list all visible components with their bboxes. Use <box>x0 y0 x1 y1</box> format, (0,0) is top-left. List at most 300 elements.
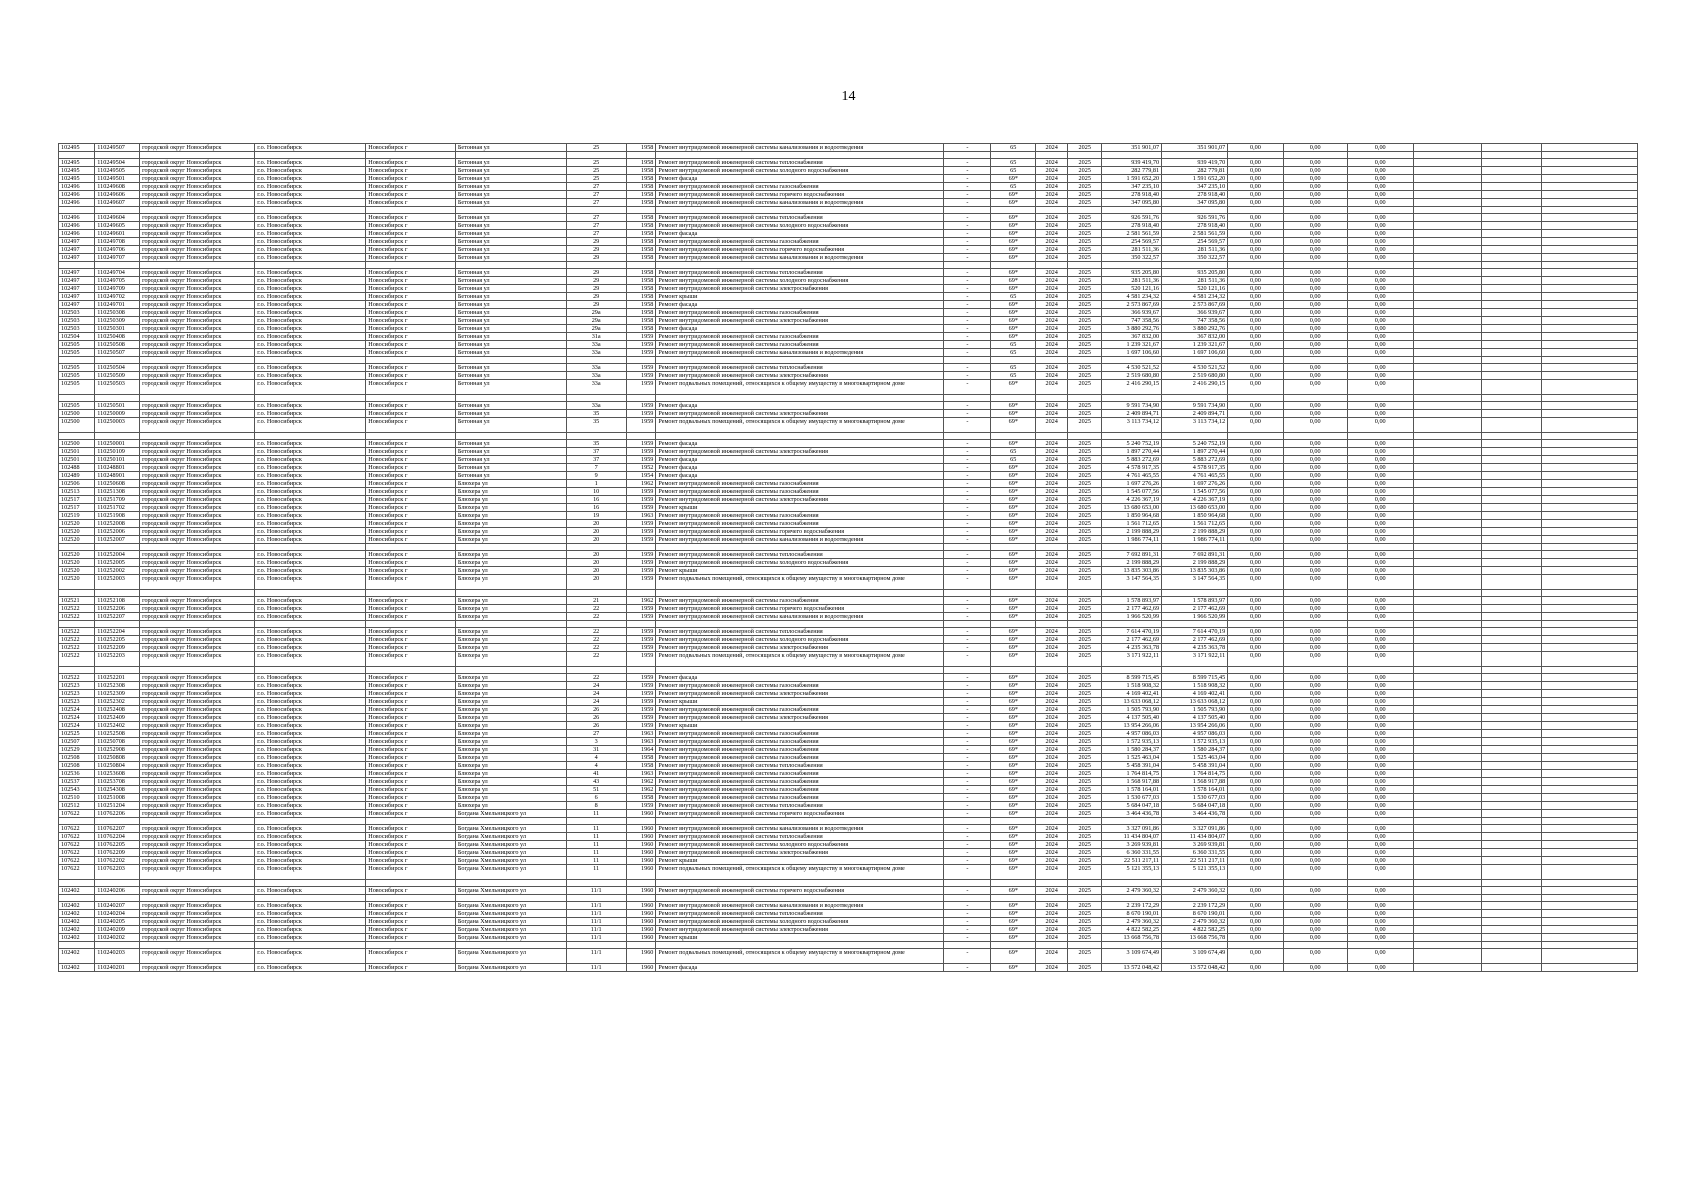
table-cell-municipality: городской округ Новосибирск <box>140 857 255 865</box>
table-cell-cost_fund: 7 692 891,31 <box>1162 551 1228 559</box>
spacer-cell <box>366 590 456 597</box>
table-cell-e2 <box>1482 770 1542 778</box>
table-cell-e3 <box>1541 496 1637 504</box>
table-cell-year: 1958 <box>626 238 656 246</box>
table-cell-c3: 0,00 <box>1347 536 1413 544</box>
table-cell-plan_end: 2025 <box>1068 652 1102 667</box>
table-cell-c2: 0,00 <box>1283 440 1347 448</box>
table-cell-street: Блюхера ул <box>455 652 566 667</box>
table-cell-c2: 0,00 <box>1283 613 1347 621</box>
table-cell-plan_start: 2024 <box>1036 159 1068 167</box>
table-cell-cost_fund: 2 479 360,32 <box>1162 887 1228 895</box>
table-cell-work: Ремонт подвальных помещений, относящихся к общему имуществу в многоквартирном доме <box>656 652 944 667</box>
table-cell-e3 <box>1541 841 1637 849</box>
table-cell-house: 8 <box>566 802 626 810</box>
table-row <box>59 857 1638 865</box>
table-cell-cost_fund: 7 614 470,19 <box>1162 628 1228 636</box>
table-cell-e1 <box>1413 597 1481 605</box>
spacer-cell <box>1036 433 1068 440</box>
table-cell-c2: 0,00 <box>1283 488 1347 496</box>
table-cell-e1 <box>1413 722 1481 730</box>
table-cell-e3 <box>1541 199 1637 207</box>
table-row <box>59 488 1638 496</box>
table-cell-year: 1960 <box>626 825 656 833</box>
table-cell-c1: 0,00 <box>1228 674 1283 682</box>
table-cell-year: 1964 <box>626 746 656 754</box>
table-cell-settlement: г.о. Новосибирск <box>255 277 366 285</box>
table-cell-plan_start: 2024 <box>1036 520 1068 528</box>
table-cell-cost_total: 3 113 734,12 <box>1102 418 1162 433</box>
table-cell-work: Ремонт внутридомовой инженерной системы теплоснабжения <box>656 628 944 636</box>
table-cell-municipality: городской округ Новосибирск <box>140 636 255 644</box>
table-cell-e2 <box>1482 887 1542 895</box>
table-cell-street: Бетонная ул <box>455 472 566 480</box>
table-cell-cost_fund: 282 779,81 <box>1162 167 1228 175</box>
table-cell-e1 <box>1413 575 1481 590</box>
table-cell-c3: 0,00 <box>1347 825 1413 833</box>
table-cell-house: 24 <box>566 690 626 698</box>
table-cell-settlement: г.о. Новосибирск <box>255 636 366 644</box>
spacer-cell <box>1482 152 1542 159</box>
table-cell-settlement: г.о. Новосибирск <box>255 770 366 778</box>
table-cell-cost_total: 1 578 164,01 <box>1102 786 1162 794</box>
table-cell-cost_total: 22 511 217,11 <box>1102 857 1162 865</box>
table-cell-work: Ремонт внутридомовой инженерной системы электроснабжения <box>656 317 944 325</box>
table-cell-e1 <box>1413 682 1481 690</box>
table-cell-id1: 102488 <box>59 464 95 472</box>
table-cell-cost_fund: 13 572 048,42 <box>1162 964 1228 972</box>
table-cell-settlement: г.о. Новосибирск <box>255 613 366 621</box>
table-cell-col9: - <box>944 698 991 706</box>
table-cell-cost_total: 350 322,57 <box>1102 254 1162 262</box>
spacer-cell <box>566 667 626 674</box>
spacer-cell <box>566 152 626 159</box>
table-cell-city: Новосибирск г <box>366 480 456 488</box>
table-cell-c3: 0,00 <box>1347 613 1413 621</box>
table-cell-col9: - <box>944 794 991 802</box>
table-cell-e1 <box>1413 349 1481 357</box>
table-cell-municipality: городской округ Новосибирск <box>140 325 255 333</box>
table-cell-street: Богдана Хмельницкого ул <box>455 918 566 926</box>
table-cell-cost_fund: 13 668 756,78 <box>1162 934 1228 942</box>
table-cell-year: 1959 <box>626 722 656 730</box>
table-spacer-row <box>59 818 1638 825</box>
table-cell-city: Новосибирск г <box>366 865 456 880</box>
table-cell-year: 1962 <box>626 597 656 605</box>
table-cell-city: Новосибирск г <box>366 575 456 590</box>
table-row <box>59 926 1638 934</box>
table-cell-cost_fund: 367 832,00 <box>1162 333 1228 341</box>
table-cell-year: 1960 <box>626 902 656 910</box>
table-cell-e2 <box>1482 575 1542 590</box>
table-cell-work: Ремонт внутридомовой инженерной системы электроснабжения <box>656 448 944 456</box>
table-row <box>59 464 1638 472</box>
table-cell-col9: - <box>944 841 991 849</box>
table-cell-col10: 69* <box>991 402 1036 410</box>
table-cell-id2: 110249604 <box>95 214 140 222</box>
spacer-cell <box>1036 895 1068 902</box>
table-cell-cost_fund: 3 113 734,12 <box>1162 418 1228 433</box>
table-cell-year: 1963 <box>626 730 656 738</box>
table-cell-col9: - <box>944 849 991 857</box>
table-cell-year: 1958 <box>626 269 656 277</box>
table-cell-plan_end: 2025 <box>1068 567 1102 575</box>
table-cell-municipality: городской округ Новосибирск <box>140 246 255 254</box>
table-cell-c3: 0,00 <box>1347 682 1413 690</box>
table-cell-e2 <box>1482 841 1542 849</box>
table-cell-e1 <box>1413 301 1481 309</box>
table-cell-id2: 110250309 <box>95 317 140 325</box>
table-cell-c3: 0,00 <box>1347 448 1413 456</box>
table-row <box>59 472 1638 480</box>
table-cell-col10: 69* <box>991 214 1036 222</box>
table-cell-municipality: городской округ Новосибирск <box>140 682 255 690</box>
spacer-cell <box>1541 895 1637 902</box>
table-cell-year: 1959 <box>626 372 656 380</box>
table-row <box>59 230 1638 238</box>
table-cell-municipality: городской округ Новосибирск <box>140 628 255 636</box>
table-cell-id1: 102520 <box>59 536 95 544</box>
table-row <box>59 317 1638 325</box>
spacer-cell <box>455 895 566 902</box>
table-cell-col10: 69* <box>991 480 1036 488</box>
table-cell-work: Ремонт внутридомовой инженерной системы газоснабжения <box>656 238 944 246</box>
table-cell-work: Ремонт внутридомовой инженерной системы горячего водоснабжения <box>656 246 944 254</box>
table-cell-street: Бетонная ул <box>455 175 566 183</box>
table-cell-year: 1960 <box>626 949 656 964</box>
table-cell-c1: 0,00 <box>1228 512 1283 520</box>
table-cell-plan_start: 2024 <box>1036 301 1068 309</box>
table-cell-cost_total: 2 581 561,59 <box>1102 230 1162 238</box>
table-cell-col10: 69* <box>991 934 1036 942</box>
table-cell-c3: 0,00 <box>1347 159 1413 167</box>
table-cell-work: Ремонт внутридомовой инженерной системы теплоснабжения <box>656 159 944 167</box>
table-cell-plan_end: 2025 <box>1068 730 1102 738</box>
table-cell-e1 <box>1413 380 1481 395</box>
table-row <box>59 175 1638 183</box>
table-cell-c3: 0,00 <box>1347 964 1413 972</box>
table-cell-house: 22 <box>566 644 626 652</box>
table-cell-c2: 0,00 <box>1283 964 1347 972</box>
table-cell-e2 <box>1482 175 1542 183</box>
table-cell-settlement: г.о. Новосибирск <box>255 746 366 754</box>
spacer-cell <box>656 544 944 551</box>
table-cell-id2: 110252908 <box>95 746 140 754</box>
table-cell-cost_fund: 3 269 939,81 <box>1162 841 1228 849</box>
table-cell-id1: 102508 <box>59 762 95 770</box>
table-cell-col9: - <box>944 402 991 410</box>
table-spacer-row <box>59 357 1638 364</box>
table-cell-col10: 69* <box>991 496 1036 504</box>
table-row <box>59 964 1638 972</box>
table-cell-plan_end: 2025 <box>1068 349 1102 357</box>
table-cell-municipality: городской округ Новосибирск <box>140 410 255 418</box>
spacer-cell <box>1068 942 1102 949</box>
table-cell-street: Блюхера ул <box>455 512 566 520</box>
table-cell-c2: 0,00 <box>1283 746 1347 754</box>
table-row <box>59 918 1638 926</box>
table-cell-city: Новосибирск г <box>366 674 456 682</box>
table-cell-year: 1958 <box>626 199 656 207</box>
table-cell-id1: 102505 <box>59 380 95 395</box>
table-cell-col10: 65 <box>991 144 1036 152</box>
table-cell-id1: 102522 <box>59 674 95 682</box>
table-cell-e2 <box>1482 364 1542 372</box>
table-cell-cost_total: 1 850 964,68 <box>1102 512 1162 520</box>
table-cell-year: 1959 <box>626 496 656 504</box>
table-cell-c1: 0,00 <box>1228 833 1283 841</box>
table-cell-col10: 69* <box>991 698 1036 706</box>
table-cell-c1: 0,00 <box>1228 309 1283 317</box>
table-cell-plan_end: 2025 <box>1068 949 1102 964</box>
table-cell-street: Блюхера ул <box>455 636 566 644</box>
table-cell-c1: 0,00 <box>1228 746 1283 754</box>
spacer-cell <box>1347 895 1413 902</box>
table-cell-settlement: г.о. Новосибирск <box>255 754 366 762</box>
spacer-cell <box>1283 152 1347 159</box>
table-cell-id2: 110250503 <box>95 380 140 395</box>
table-cell-id2: 110252203 <box>95 652 140 667</box>
table-cell-id1: 102504 <box>59 333 95 341</box>
table-cell-city: Новосибирск г <box>366 301 456 309</box>
table-cell-plan_end: 2025 <box>1068 285 1102 293</box>
table-cell-c1: 0,00 <box>1228 722 1283 730</box>
table-cell-municipality: городской округ Новосибирск <box>140 762 255 770</box>
spacer-cell <box>255 207 366 214</box>
spacer-cell <box>1102 433 1162 440</box>
table-cell-work: Ремонт фасада <box>656 472 944 480</box>
table-cell-e1 <box>1413 551 1481 559</box>
table-cell-e2 <box>1482 551 1542 559</box>
spacer-cell <box>1228 590 1283 597</box>
table-cell-id1: 102495 <box>59 167 95 175</box>
table-cell-city: Новосибирск г <box>366 496 456 504</box>
table-cell-e2 <box>1482 567 1542 575</box>
table-cell-settlement: г.о. Новосибирск <box>255 325 366 333</box>
table-cell-house: 35 <box>566 410 626 418</box>
table-cell-municipality: городской округ Новосибирск <box>140 488 255 496</box>
table-cell-settlement: г.о. Новосибирск <box>255 175 366 183</box>
table-cell-plan_end: 2025 <box>1068 559 1102 567</box>
table-cell-e1 <box>1413 293 1481 301</box>
table-cell-work: Ремонт внутридомовой инженерной системы теплоснабжения <box>656 802 944 810</box>
table-cell-c1: 0,00 <box>1228 520 1283 528</box>
table-cell-e3 <box>1541 706 1637 714</box>
table-cell-street: Блюхера ул <box>455 488 566 496</box>
table-spacer-row <box>59 621 1638 628</box>
table-cell-c1: 0,00 <box>1228 269 1283 277</box>
table-cell-street: Бетонная ул <box>455 309 566 317</box>
table-cell-work: Ремонт фасада <box>656 464 944 472</box>
table-cell-work: Ремонт фасада <box>656 964 944 972</box>
table-row <box>59 770 1638 778</box>
table-cell-year: 1963 <box>626 738 656 746</box>
table-cell-e2 <box>1482 144 1542 152</box>
table-cell-e2 <box>1482 644 1542 652</box>
table-cell-e3 <box>1541 254 1637 262</box>
table-cell-c2: 0,00 <box>1283 536 1347 544</box>
table-cell-year: 1959 <box>626 364 656 372</box>
table-cell-id2: 110252008 <box>95 520 140 528</box>
table-cell-house: 4 <box>566 762 626 770</box>
table-cell-c3: 0,00 <box>1347 949 1413 964</box>
table-cell-col10: 69* <box>991 964 1036 972</box>
table-row <box>59 496 1638 504</box>
table-cell-c2: 0,00 <box>1283 674 1347 682</box>
table-cell-plan_start: 2024 <box>1036 333 1068 341</box>
table-cell-id1: 107622 <box>59 849 95 857</box>
table-cell-c2: 0,00 <box>1283 222 1347 230</box>
table-cell-municipality: городской округ Новосибирск <box>140 674 255 682</box>
table-cell-work: Ремонт внутридомовой инженерной системы газоснабжения <box>656 754 944 762</box>
table-cell-work: Ремонт крыши <box>656 857 944 865</box>
spacer-cell <box>1347 262 1413 269</box>
table-cell-plan_start: 2024 <box>1036 254 1068 262</box>
table-cell-year: 1960 <box>626 849 656 857</box>
table-cell-c2: 0,00 <box>1283 372 1347 380</box>
spacer-cell <box>1162 590 1228 597</box>
spacer-cell <box>626 544 656 551</box>
table-cell-city: Новосибирск г <box>366 926 456 934</box>
table-cell-cost_fund: 5 684 047,18 <box>1162 802 1228 810</box>
table-cell-c2: 0,00 <box>1283 778 1347 786</box>
table-cell-id2: 110249505 <box>95 167 140 175</box>
table-cell-settlement: г.о. Новосибирск <box>255 214 366 222</box>
table-cell-year: 1959 <box>626 674 656 682</box>
table-cell-city: Новосибирск г <box>366 277 456 285</box>
table-cell-id2: 110252309 <box>95 690 140 698</box>
table-cell-cost_fund: 1 897 270,44 <box>1162 448 1228 456</box>
table-cell-house: 29а <box>566 309 626 317</box>
table-cell-plan_end: 2025 <box>1068 887 1102 895</box>
table-cell-year: 1959 <box>626 349 656 357</box>
table-cell-e1 <box>1413 504 1481 512</box>
table-cell-cost_fund: 2 199 888,29 <box>1162 528 1228 536</box>
spacer-cell <box>1228 357 1283 364</box>
table-cell-cost_fund: 2 519 680,80 <box>1162 372 1228 380</box>
table-cell-cost_fund: 278 918,40 <box>1162 191 1228 199</box>
table-cell-settlement: г.о. Новосибирск <box>255 144 366 152</box>
table-cell-work: Ремонт внутридомовой инженерной системы газоснабжения <box>656 480 944 488</box>
table-cell-street: Бетонная ул <box>455 214 566 222</box>
table-cell-municipality: городской округ Новосибирск <box>140 746 255 754</box>
spacer-cell <box>1102 818 1162 825</box>
table-cell-c1: 0,00 <box>1228 464 1283 472</box>
table-cell-municipality: городской округ Новосибирск <box>140 317 255 325</box>
table-cell-c3: 0,00 <box>1347 167 1413 175</box>
spacer-cell <box>1068 818 1102 825</box>
spacer-cell <box>1541 357 1637 364</box>
table-cell-plan_start: 2024 <box>1036 372 1068 380</box>
table-cell-cost_total: 278 918,40 <box>1102 222 1162 230</box>
table-cell-year: 1959 <box>626 802 656 810</box>
table-cell-settlement: г.о. Новосибирск <box>255 918 366 926</box>
table-cell-municipality: городской округ Новосибирск <box>140 191 255 199</box>
table-cell-settlement: г.о. Новосибирск <box>255 317 366 325</box>
table-cell-e3 <box>1541 191 1637 199</box>
table-cell-c2: 0,00 <box>1283 644 1347 652</box>
table-cell-cost_total: 1 525 463,04 <box>1102 754 1162 762</box>
spacer-cell <box>1283 544 1347 551</box>
table-cell-city: Новосибирск г <box>366 644 456 652</box>
table-cell-c1: 0,00 <box>1228 825 1283 833</box>
spacer-cell <box>1162 880 1228 887</box>
table-cell-settlement: г.о. Новосибирск <box>255 738 366 746</box>
table-cell-settlement: г.о. Новосибирск <box>255 159 366 167</box>
table-cell-street: Блюхера ул <box>455 480 566 488</box>
table-cell-e1 <box>1413 418 1481 433</box>
table-cell-plan_end: 2025 <box>1068 504 1102 512</box>
table-cell-c2: 0,00 <box>1283 902 1347 910</box>
table-cell-col9: - <box>944 762 991 770</box>
table-cell-street: Блюхера ул <box>455 575 566 590</box>
table-cell-c1: 0,00 <box>1228 285 1283 293</box>
table-cell-plan_start: 2024 <box>1036 714 1068 722</box>
table-cell-c1: 0,00 <box>1228 246 1283 254</box>
table-cell-col10: 69* <box>991 674 1036 682</box>
table-row <box>59 456 1638 464</box>
table-cell-e2 <box>1482 269 1542 277</box>
spacer-cell <box>1413 942 1481 949</box>
table-cell-year: 1959 <box>626 380 656 395</box>
table-cell-cost_total: 4 169 402,41 <box>1102 690 1162 698</box>
table-cell-house: 31 <box>566 746 626 754</box>
table-cell-city: Новосибирск г <box>366 949 456 964</box>
table-cell-year: 1958 <box>626 183 656 191</box>
table-cell-c3: 0,00 <box>1347 770 1413 778</box>
table-cell-city: Новосибирск г <box>366 167 456 175</box>
table-cell-col9: - <box>944 887 991 895</box>
table-cell-col10: 69* <box>991 754 1036 762</box>
table-cell-municipality: городской округ Новосибирск <box>140 810 255 818</box>
spacer-cell <box>366 544 456 551</box>
table-cell-c3: 0,00 <box>1347 496 1413 504</box>
table-row <box>59 159 1638 167</box>
table-cell-c1: 0,00 <box>1228 254 1283 262</box>
table-cell-house: 11 <box>566 810 626 818</box>
table-cell-col10: 69* <box>991 254 1036 262</box>
table-cell-col10: 69* <box>991 949 1036 964</box>
table-cell-e2 <box>1482 464 1542 472</box>
table-cell-id1: 102522 <box>59 613 95 621</box>
table-cell-city: Новосибирск г <box>366 934 456 942</box>
table-cell-city: Новосибирск г <box>366 269 456 277</box>
table-cell-c1: 0,00 <box>1228 762 1283 770</box>
table-cell-e2 <box>1482 746 1542 754</box>
spacer-cell <box>1541 207 1637 214</box>
spacer-cell <box>1541 880 1637 887</box>
spacer-cell <box>1283 357 1347 364</box>
table-cell-plan_start: 2024 <box>1036 644 1068 652</box>
table-cell-cost_total: 1 697 276,26 <box>1102 480 1162 488</box>
table-cell-e3 <box>1541 714 1637 722</box>
table-cell-e1 <box>1413 690 1481 698</box>
table-cell-id2: 110250109 <box>95 448 140 456</box>
table-cell-house: 4 <box>566 754 626 762</box>
table-cell-plan_end: 2025 <box>1068 825 1102 833</box>
table-cell-c1: 0,00 <box>1228 183 1283 191</box>
table-cell-cost_total: 4 957 086,03 <box>1102 730 1162 738</box>
spacer-cell <box>1036 207 1068 214</box>
table-cell-plan_start: 2024 <box>1036 652 1068 667</box>
table-cell-cost_fund: 4 578 917,35 <box>1162 464 1228 472</box>
table-cell-street: Блюхера ул <box>455 778 566 786</box>
table-cell-house: 43 <box>566 778 626 786</box>
table-cell-year: 1963 <box>626 770 656 778</box>
table-cell-work: Ремонт внутридомовой инженерной системы горячего водоснабжения <box>656 191 944 199</box>
table-cell-c1: 0,00 <box>1228 597 1283 605</box>
table-cell-e2 <box>1482 380 1542 395</box>
